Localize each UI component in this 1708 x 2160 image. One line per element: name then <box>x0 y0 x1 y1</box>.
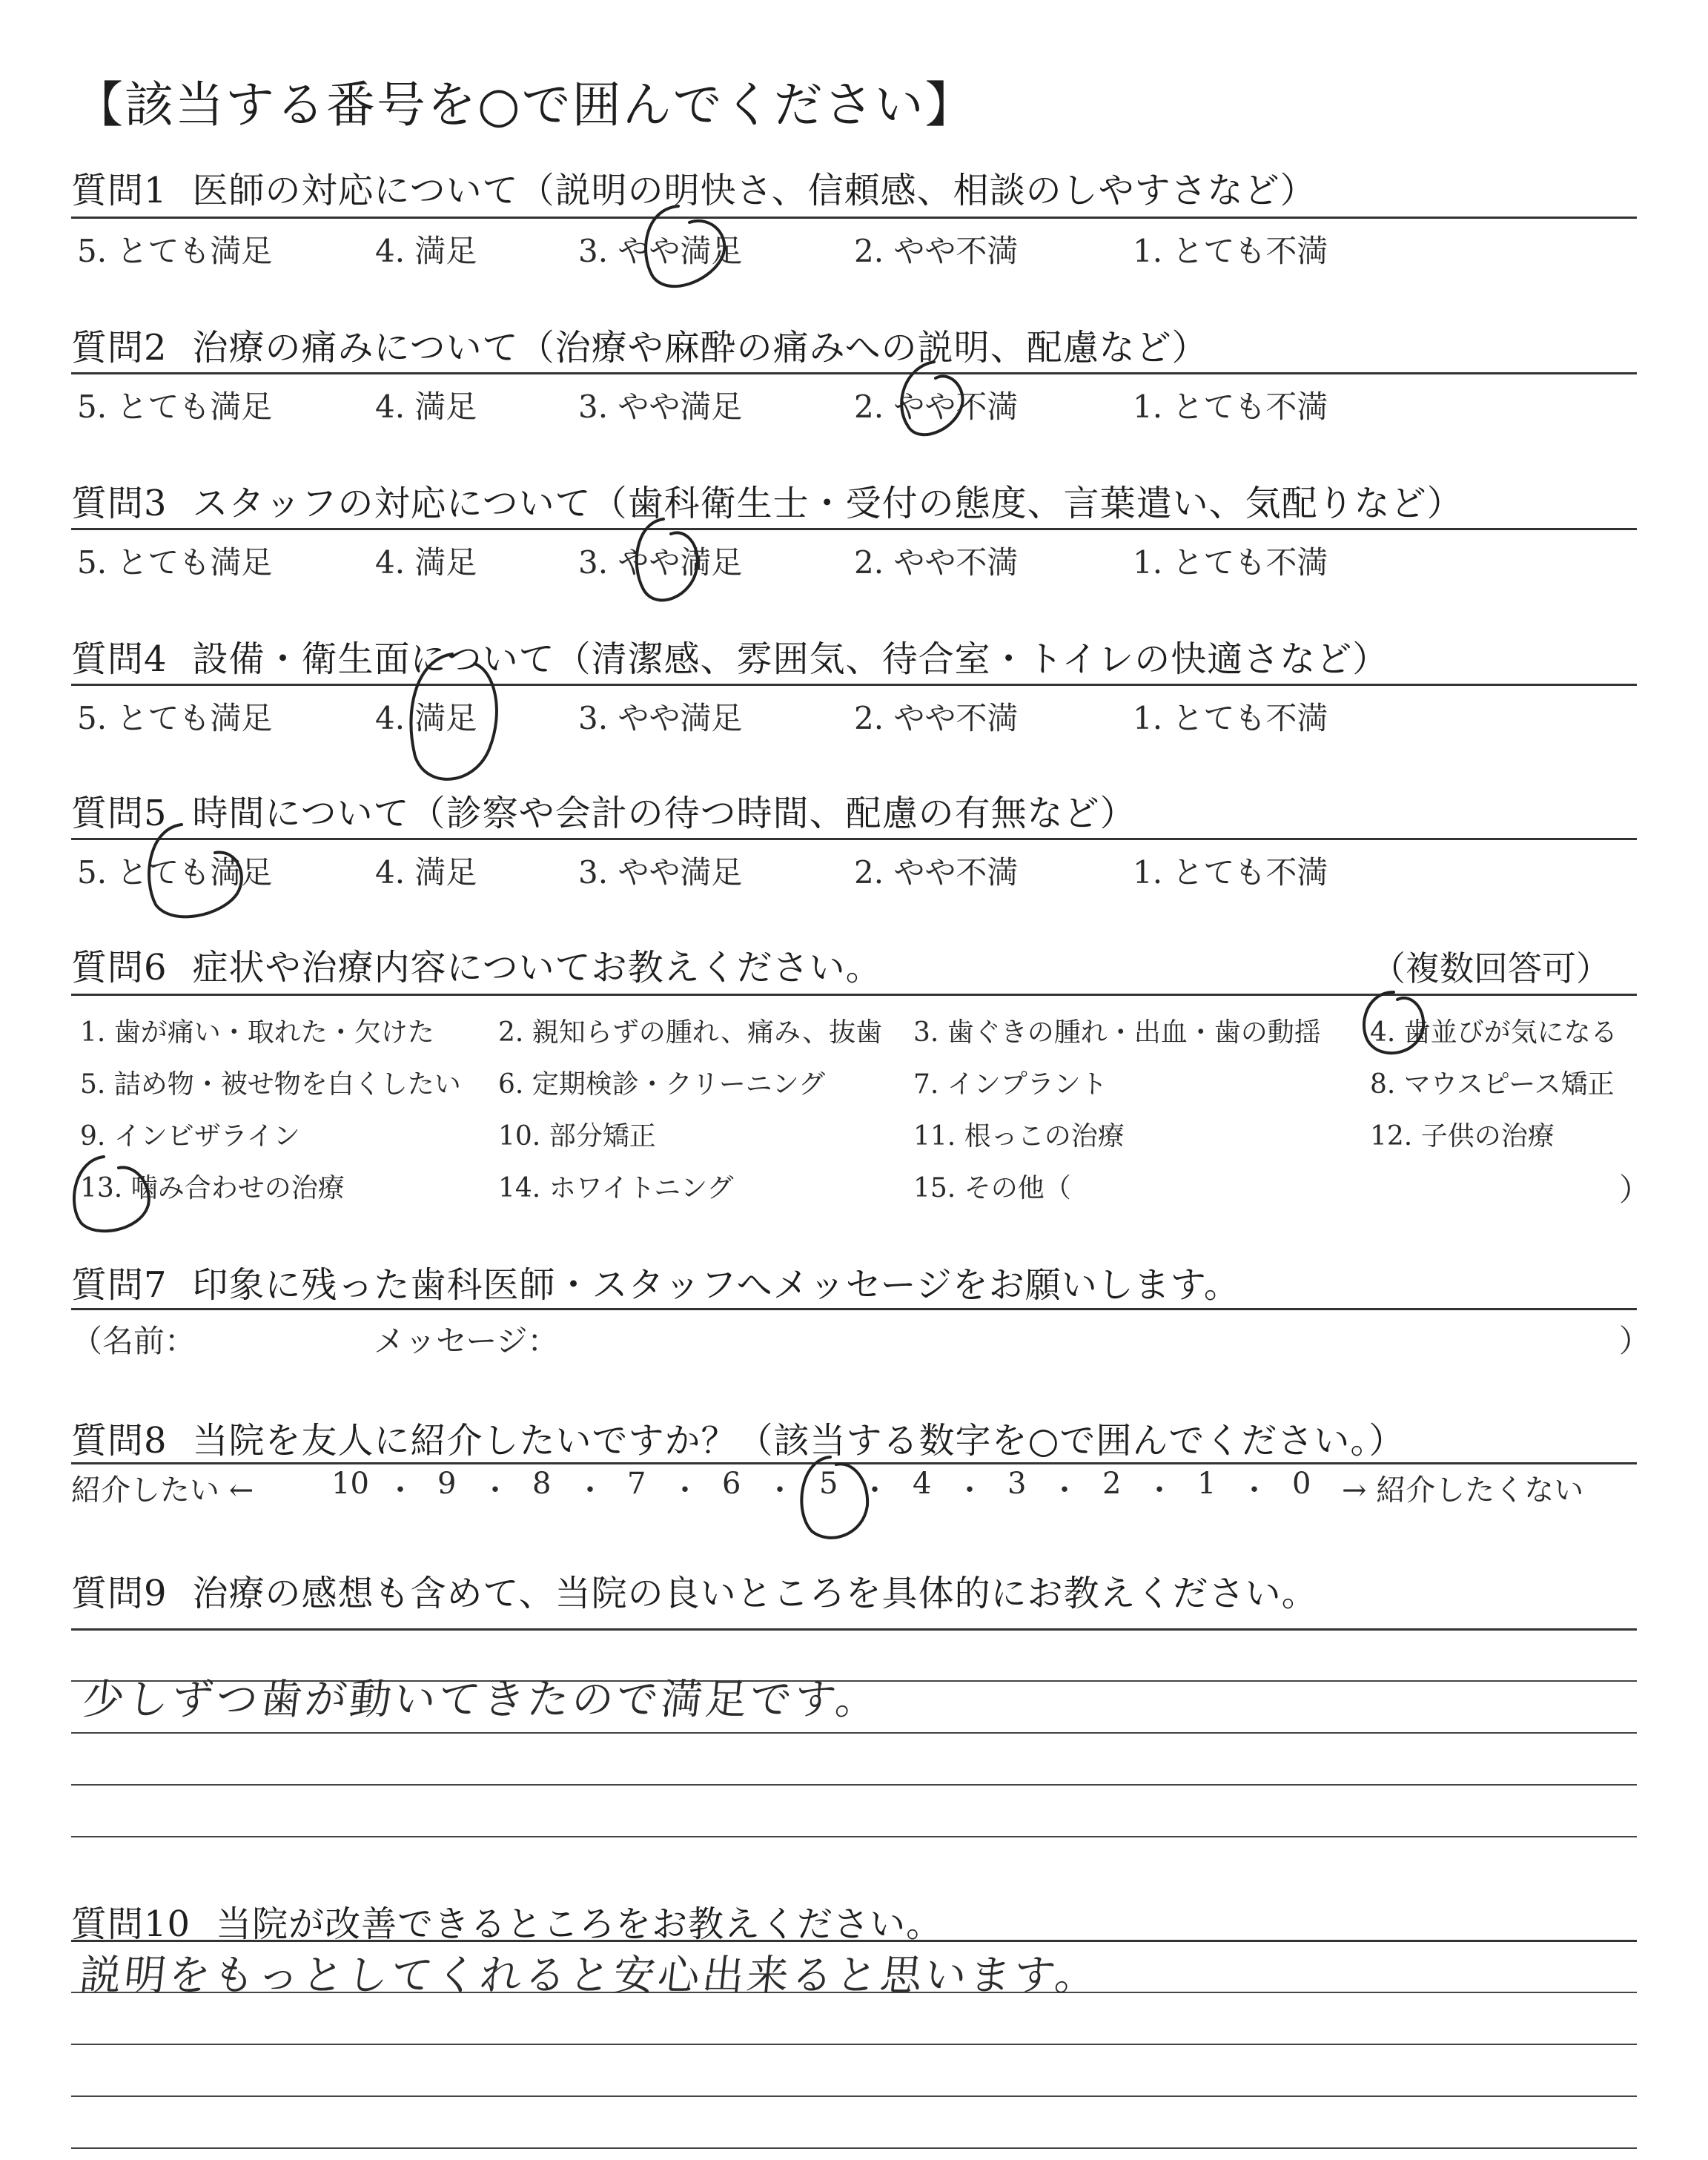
answer-line <box>71 1784 1637 1786</box>
question-text: 医師の対応について（説明の明快さ、信頼感、相談のしやすさなど） <box>192 170 1317 211</box>
rule <box>71 1462 1637 1464</box>
symptom-4[interactable]: 4. 歯並びが気になる <box>1370 1017 1618 1048</box>
question-9 <box>71 1565 1318 1616</box>
symptom-5[interactable]: 5. 詰め物・被せ物を白くしたい <box>80 1069 461 1100</box>
question-text: 時間について（診察や会計の待つ時間、配慮の有無など） <box>192 793 1136 834</box>
question-text: 症状や治療内容についてお教えください。 <box>192 947 882 988</box>
option-3[interactable]: 3. やや満足 <box>578 544 743 581</box>
option-1[interactable]: 1. とても不満 <box>1133 854 1328 891</box>
option-3[interactable]: 3. やや満足 <box>578 389 743 425</box>
recommend-right-label: → 紹介したくない <box>1342 1473 1584 1507</box>
question-number: 質問2 <box>71 327 168 369</box>
option-3[interactable]: 3. やや満足 <box>578 233 743 269</box>
scale-4[interactable]: 4 <box>913 1467 932 1501</box>
rule <box>71 994 1637 996</box>
scale-dot: ・ <box>575 1473 605 1507</box>
symptom-2[interactable]: 2. 親知らずの腫れ、痛み、抜歯 <box>498 1017 883 1048</box>
option-1[interactable]: 1. とても不満 <box>1133 233 1328 269</box>
question-text: 治療の痛みについて（治療や麻酔の痛みへの説明、配慮など） <box>192 327 1208 369</box>
scale-7[interactable]: 7 <box>627 1467 646 1501</box>
answer-line <box>71 2147 1637 2149</box>
question-number: 質問10 <box>71 1903 191 1945</box>
question-4 <box>71 630 1388 681</box>
option-5[interactable]: 5. とても満足 <box>77 389 273 425</box>
rule <box>71 1628 1637 1631</box>
question-number: 質問7 <box>71 1264 168 1306</box>
option-4[interactable]: 4. 満足 <box>375 700 477 736</box>
question-text: 設備・衛生面について（清潔感、雰囲気、待合室・トイレの快適さなど） <box>192 638 1389 680</box>
other-close-paren: ） <box>1619 1172 1651 1208</box>
answer-line <box>71 2095 1637 2097</box>
rule <box>71 372 1637 374</box>
question-text: 印象に残った歯科医師・スタッフへメッセージをお願いします。 <box>192 1264 1240 1306</box>
option-3[interactable]: 3. やや満足 <box>578 700 743 736</box>
rule <box>71 1308 1637 1310</box>
option-2[interactable]: 2. やや不満 <box>854 233 1019 269</box>
message-close-paren: ） <box>1619 1323 1651 1359</box>
question-5 <box>71 785 1136 836</box>
question-3 <box>71 475 1463 526</box>
option-2[interactable]: 2. やや不満 <box>854 389 1019 425</box>
name-label: （名前： <box>71 1323 196 1359</box>
question-number: 質問9 <box>71 1573 168 1614</box>
question-text: 当院を友人に紹介したいですか？（該当する数字を○で囲んでください。） <box>192 1420 1406 1462</box>
q9-handwritten-answer[interactable]: 少しずつ歯が動いてきたので満足です。 <box>80 1676 883 1724</box>
question-number: 質問6 <box>71 947 168 988</box>
question-2 <box>71 319 1208 370</box>
symptom-15-other[interactable]: 15. その他（ <box>913 1173 1071 1203</box>
option-5[interactable]: 5. とても満足 <box>77 854 273 891</box>
symptom-8[interactable]: 8. マウスピース矯正 <box>1370 1069 1615 1100</box>
option-1[interactable]: 1. とても不満 <box>1133 389 1328 425</box>
symptom-3[interactable]: 3. 歯ぐきの腫れ・出血・歯の動揺 <box>913 1017 1321 1048</box>
symptom-13[interactable]: 13. 噛み合わせの治療 <box>80 1173 345 1203</box>
scale-8[interactable]: 8 <box>532 1467 552 1501</box>
option-4[interactable]: 4. 満足 <box>375 389 477 425</box>
rule <box>71 838 1637 840</box>
scale-2[interactable]: 2 <box>1102 1467 1122 1501</box>
scale-5[interactable]: 5 <box>819 1467 838 1501</box>
answer-line <box>71 1836 1637 1837</box>
option-4[interactable]: 4. 満足 <box>375 544 477 581</box>
option-1[interactable]: 1. とても不満 <box>1133 544 1328 581</box>
question-text: スタッフの対応について（歯科衛生士・受付の態度、言葉遣い、気配りなど） <box>192 483 1463 524</box>
question-number: 質問5 <box>71 793 168 834</box>
answer-line <box>71 1732 1637 1734</box>
rule <box>71 217 1637 219</box>
scale-dot: ・ <box>670 1473 700 1507</box>
option-5[interactable]: 5. とても満足 <box>77 544 273 581</box>
symptom-9[interactable]: 9. インビザライン <box>80 1121 300 1152</box>
question-number: 質問3 <box>71 483 168 524</box>
rule <box>71 1940 1637 1942</box>
option-4[interactable]: 4. 満足 <box>375 854 477 891</box>
symptom-11[interactable]: 11. 根っこの治療 <box>913 1121 1125 1152</box>
question-1 <box>71 162 1317 213</box>
multiple-answer-note: （複数回答可） <box>1371 948 1610 988</box>
question-10 <box>71 1895 942 1946</box>
question-7 <box>71 1256 1240 1307</box>
answer-line <box>71 2044 1637 2045</box>
question-text: 治療の感想も含めて、当院の良いところを具体的にお教えください。 <box>192 1573 1318 1614</box>
scale-0[interactable]: 0 <box>1292 1467 1311 1501</box>
scale-dot: ・ <box>955 1473 984 1507</box>
scale-dot: ・ <box>860 1473 890 1507</box>
rule <box>71 684 1637 686</box>
symptom-14[interactable]: 14. ホワイトニング <box>498 1173 734 1203</box>
scale-dot: ・ <box>385 1473 415 1507</box>
option-1[interactable]: 1. とても不満 <box>1133 700 1328 736</box>
scale-1[interactable]: 1 <box>1197 1467 1217 1501</box>
option-2[interactable]: 2. やや不満 <box>854 854 1019 891</box>
scale-dot: ・ <box>1050 1473 1079 1507</box>
recommend-left-label: 紹介したい ← <box>71 1473 254 1507</box>
option-4[interactable]: 4. 満足 <box>375 233 477 269</box>
symptom-10[interactable]: 10. 部分矯正 <box>498 1121 656 1152</box>
option-2[interactable]: 2. やや不満 <box>854 544 1019 581</box>
symptom-1[interactable]: 1. 歯が痛い・取れた・欠けた <box>80 1017 434 1048</box>
symptom-12[interactable]: 12. 子供の治療 <box>1370 1121 1555 1152</box>
option-3[interactable]: 3. やや満足 <box>578 854 743 891</box>
rule <box>71 528 1637 530</box>
scale-6[interactable]: 6 <box>722 1467 741 1501</box>
option-2[interactable]: 2. やや不満 <box>854 700 1019 736</box>
message-label: メッセージ： <box>374 1323 559 1359</box>
question-8 <box>71 1412 1405 1463</box>
option-5[interactable]: 5. とても満足 <box>77 700 273 736</box>
q10-handwritten-answer[interactable]: 説明をもっとしてくれると安心出来ると思います。 <box>77 1952 1102 2000</box>
option-5[interactable]: 5. とても満足 <box>77 233 273 269</box>
scale-dot: ・ <box>1145 1473 1174 1507</box>
scale-10[interactable]: 10 <box>331 1467 369 1501</box>
question-number: 質問1 <box>71 170 168 211</box>
scale-dot: ・ <box>765 1473 795 1507</box>
question-number: 質問4 <box>71 638 168 680</box>
scale-dot: ・ <box>1239 1473 1269 1507</box>
question-text: 当院が改善できるところをお教えください。 <box>216 1903 943 1945</box>
form-title: 【該当する番号を○で囲んでください】 <box>74 76 976 133</box>
scale-3[interactable]: 3 <box>1007 1467 1027 1501</box>
symptom-6[interactable]: 6. 定期検診・クリーニング <box>498 1069 826 1100</box>
question-number: 質問8 <box>71 1420 168 1462</box>
scale-9[interactable]: 9 <box>437 1467 457 1501</box>
question-6 <box>71 939 882 990</box>
scale-dot: ・ <box>480 1473 510 1507</box>
symptom-7[interactable]: 7. インプラント <box>913 1069 1108 1100</box>
